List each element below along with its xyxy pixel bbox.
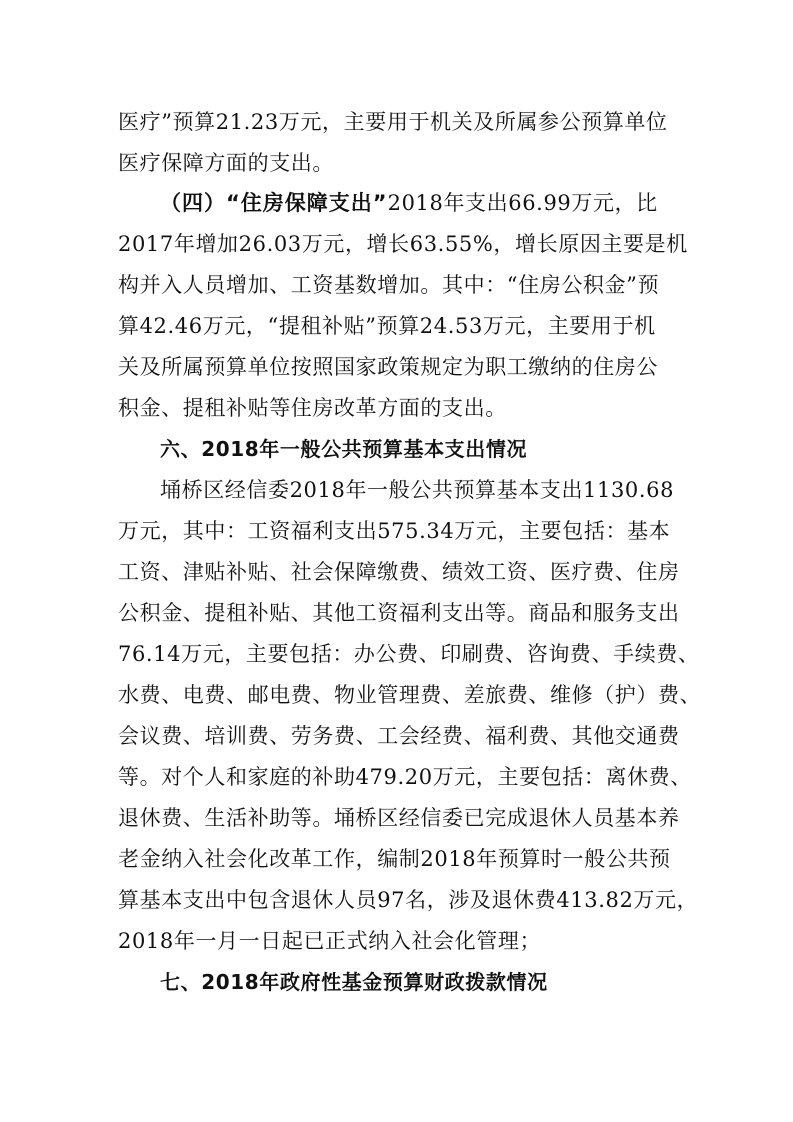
paragraph-line: 算基本支出中包含退休人员97名，涉及退休费413.82万元， <box>118 888 699 912</box>
paragraph-line: 2018年一月一日起已正式纳入社会化管理； <box>118 929 542 953</box>
paragraph-line: 76.14万元，主要包括：办公费、印刷费、咨询费、手续费、 <box>118 642 700 666</box>
paragraph-line: 等。对个人和家庭的补助479.20万元，主要包括：离休费、 <box>118 765 692 789</box>
paragraph-line: 埇桥区经信委2018年一般公共预算基本支出1130.68 <box>160 478 675 502</box>
section-4-heading: （四）“住房保障支出” <box>160 191 388 215</box>
paragraph-line: 公积金、提租补贴、其他工资福利支出等。商品和服务支出 <box>118 601 680 625</box>
paragraph-line: 2017年增加26.03万元，增长63.55%，增长原因主要是机 <box>118 232 688 256</box>
paragraph-line: 医疗保障方面的支出。 <box>118 151 334 175</box>
paragraph-text: 2018年支出66.99万元，比 <box>387 191 658 215</box>
paragraph-line: 老金纳入社会化改革工作，编制2018年预算时一般公共预 <box>118 847 671 871</box>
paragraph-line: 万元，其中：工资福利支出575.34万元，主要包括：基本 <box>118 519 671 543</box>
section-4-first-line <box>160 183 678 223</box>
paragraph-line: 构并入人员增加、工资基数增加。其中：“住房公积金”预 <box>118 273 660 297</box>
paragraph-line: 退休费、生活补助等。埇桥区经信委已完成退休人员基本养 <box>118 806 680 830</box>
paragraph-line: 医疗”预算21.23万元，主要用于机关及所属参公预算单位 <box>118 110 668 134</box>
section-6-heading: 六、2018年一般公共预算基本支出情况 <box>160 437 528 461</box>
paragraph-line: 会议费、培训费、劳务费、工会经费、福利费、其他交通费 <box>118 724 680 748</box>
section-7-heading: 七、2018年政府性基金预算财政拨款情况 <box>160 970 548 994</box>
paragraph-line: 关及所属预算单位按照国家政策规定为职工缴纳的住房公 <box>118 355 658 379</box>
paragraph-line: 算42.46万元，“提租补贴”预算24.53万元，主要用于机 <box>118 314 656 338</box>
paragraph-line: 积金、提租补贴等住房改革方面的支出。 <box>118 396 507 420</box>
paragraph-line: 工资、津贴补贴、社会保障缴费、绩效工资、医疗费、住房 <box>118 560 680 584</box>
paragraph-line: 水费、电费、邮电费、物业管理费、差旅费、维修（护）费、 <box>118 683 702 707</box>
